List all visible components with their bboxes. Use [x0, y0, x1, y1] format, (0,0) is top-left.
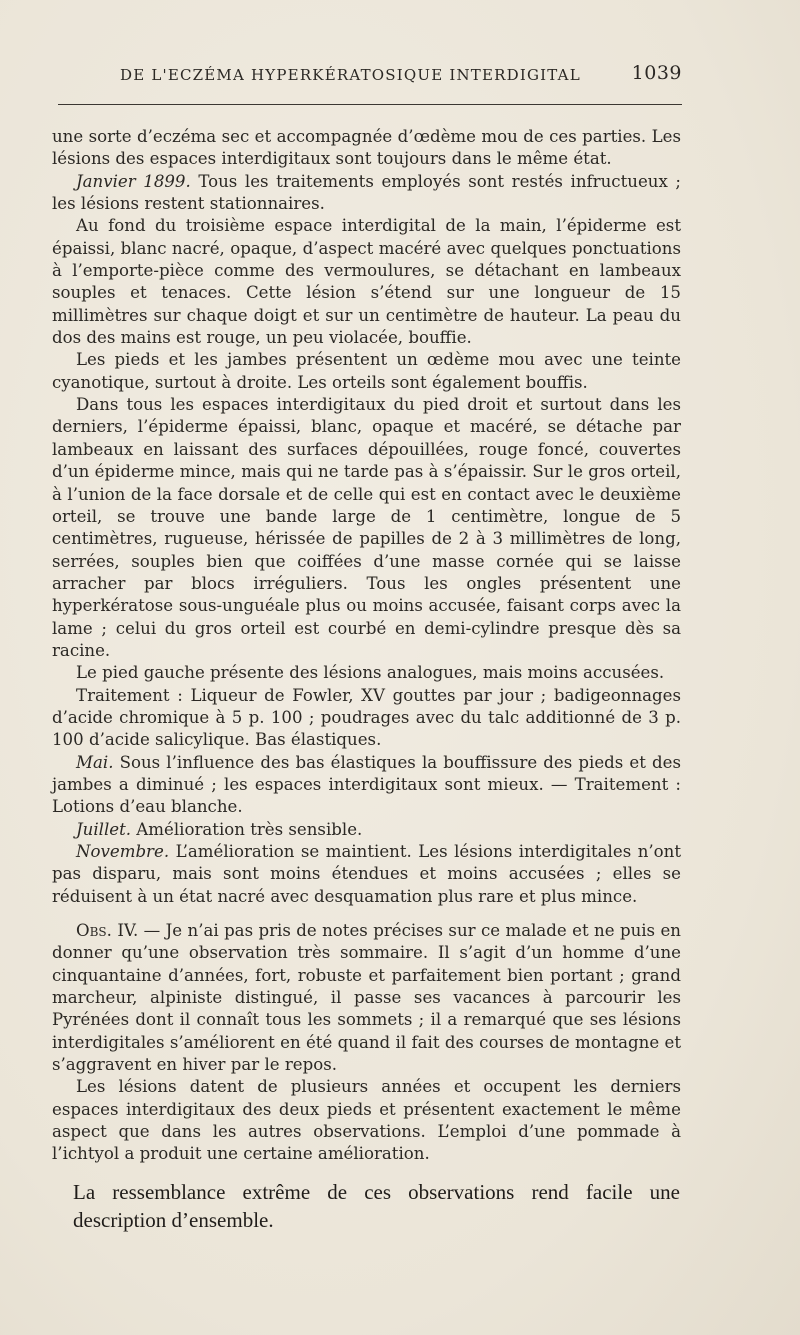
body-text — [52, 126, 681, 1166]
paragraph — [52, 752, 681, 819]
paragraph — [52, 171, 681, 216]
paragraph-date: Juillet. — [76, 819, 132, 839]
paragraph — [52, 685, 681, 752]
closing-sentence — [73, 1178, 680, 1234]
closing-text: La ressemblance extrême de ces observations rend facile une description d’ensemble. — [73, 1180, 680, 1232]
paragraph — [52, 841, 681, 908]
paragraph-date: Mai. — [76, 752, 114, 772]
paragraph — [52, 662, 681, 684]
paragraph — [52, 819, 681, 841]
paragraph — [52, 920, 681, 1076]
page-number: 1039 — [631, 62, 682, 84]
paragraph-text: Sous l’influence des bas élastiques la bouffissure des pieds et des jambes a diminué ; les espaces interdigitaux sont mieux. — Traitement : Lotions d’eau blanche. — [52, 752, 681, 817]
running-head — [120, 62, 682, 92]
paragraph-text: Tous les traitements employés sont restés infructueux ; les lésions restent stationnaires. — [52, 171, 681, 214]
paragraph-text: Au fond du troisième espace interdigital de la main, l’épiderme est épaissi, blanc nacré, opaque, d’aspect macéré avec quelques ponctuations à l’emporte-pièce comme des vermoulures, se détachant en lambeaux souples et tenaces. Cette lésion s’étend sur une longueur de 15 millimètres sur chaque doigt et sur un centimètre de hauteur. La peau du dos des mains est rouge, un peu violacée, bouffie. — [52, 216, 681, 348]
running-head-title: DE L'ECZÉMA HYPERKÉRATOSIQUE INTERDIGITAL — [120, 66, 581, 84]
observation-label: Obs. IV. — [76, 921, 139, 941]
paragraph — [52, 394, 681, 662]
paragraph-text: L’amélioration se maintient. Les lésions interdigitales n’ont pas disparu, mais sont moins étendues et moins accusées ; elles se réduisent à un état nacré avec desquamation plus rare et plus mince. — [52, 842, 681, 906]
paragraph-text: Traitement : Liqueur de Fowler, XV gouttes par jour ; badigeonnages d’acide chromique à 5 p. 100 ; poudrages avec du talc additionné de 3 p. 100 d’acide salicylique. Bas élastiques. — [52, 685, 681, 750]
paragraph — [52, 126, 681, 171]
section-gap — [52, 908, 681, 920]
paragraph-date: Janvier 1899. — [76, 171, 191, 191]
header-rule — [58, 104, 682, 105]
paragraph-text: Dans tous les espaces interdigitaux du pied droit et surtout dans les derniers, l’épiderme épaissi, blanc, opaque et macéré, se détache par lambeaux en laissant des surfaces dépouillées, rouge foncé, couvertes d’un épiderme mince, mais qui ne tarde pas à s’épaissir. Sur le gros orteil, à l’union de la face dorsale et de celle qui est en contact avec le deuxième orteil, se trouve une bande large de 1 centimètre, longue de 5 centimètres, rugueuse, hérissée de papilles de 2 à 3 millimètres de long, serrées, souples bien que coiffées d’une masse cornée qui se laisse arracher par blocs irréguliers. Tous les ongles présentent une hyperkératose sous-unguéale plus ou moins accusée, faisant corps avec la lame ; celui du gros orteil est courbé en demi-cylindre presque dès sa racine. — [52, 395, 681, 660]
paragraph — [52, 215, 681, 349]
paragraph-date: Novembre. — [76, 842, 170, 861]
paragraph-text: Amélioration très sensible. — [131, 819, 363, 839]
paragraph-text: Les lésions datent de plusieurs années et occupent les derniers espaces interdigitaux des deux pieds et présentent exactement le même aspect que dans les autres observations. L’emploi d’une pommade à l’ichtyol a produit une certaine amélioration. — [52, 1077, 681, 1164]
paragraph — [52, 1076, 681, 1165]
paragraph-text: une sorte d’eczéma sec et accompagnée d’œdème mou de ces parties. Les lésions des espaces interdigitaux sont toujours dans le même état. — [52, 127, 681, 169]
paragraph — [52, 349, 681, 394]
paragraph-text: Les pieds et les jambes présentent un œdème mou avec une teinte cyanotique, surtout à droite. Les orteils sont également bouffis. — [52, 350, 681, 392]
paragraph-text: — Je n’ai pas pris de notes précises sur ce malade et ne puis en donner qu’une observation très sommaire. Il s’agit d’un homme d’une cinquantaine d’années, fort, robuste et parfaitement bien portant ; grand marcheur, alpiniste distingué, il passe ses vacances à parcourir les Pyrénées dont il connaît tous les sommets ; il a remarqué que ses lésions interdigitales s’améliorent en été quand il fait des courses de montagne et s’aggravent en hiver par le repos. — [52, 921, 681, 1075]
paragraph-text: Le pied gauche présente des lésions analogues, mais moins accusées. — [76, 663, 665, 683]
